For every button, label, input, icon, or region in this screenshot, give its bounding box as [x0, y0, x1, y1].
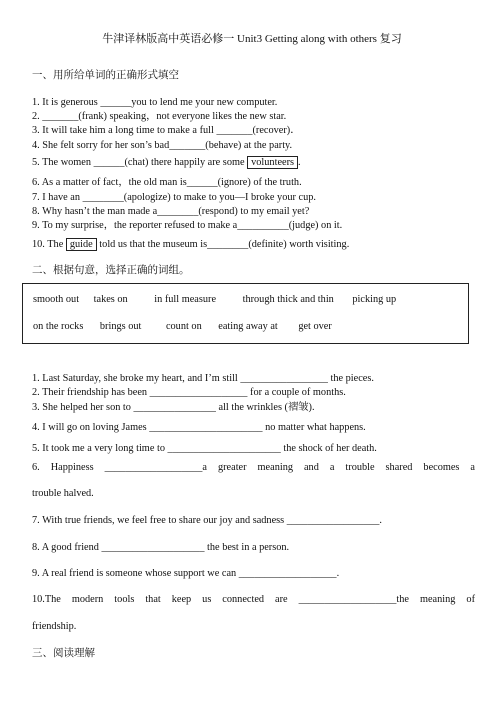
s2-item-10-cont: friendship. — [32, 621, 77, 632]
s2-item-2: 2. Their friendship has been ___________________ for a couple of months. — [32, 387, 346, 398]
s1-item-1: 1. It is generous ______you to lend me your new computer. — [32, 97, 278, 108]
s1-item-7: 7. I have an ________(apologize) to make to you—I broke your cup. — [32, 192, 316, 203]
s1-item-2: 2. _______(frank) speaking，not everyone likes the new star. — [32, 111, 287, 122]
phrase: count on — [165, 321, 202, 332]
s2-item-8: 8. A good friend ____________________ the best in a person. — [32, 542, 290, 553]
s1-item-8: 8. Why hasn’t the man made a________(respond) to my email yet? — [32, 206, 310, 217]
s2-item-7: 7. With true friends, we feel free to share our joy and sadness __________________. — [32, 515, 382, 526]
phrase: picking up — [352, 294, 397, 305]
s1-item-5-boxed-word: volunteers — [247, 156, 298, 169]
phrase-box — [22, 283, 469, 344]
section1-heading: 一、用所给单词的正确形式填空 — [32, 69, 179, 81]
s1-item-5 — [32, 156, 301, 169]
s2-item-3: 3. She helped her son to ________________ all the wrinkles (褶皱). — [32, 402, 315, 413]
s2-item-10: 10.The modern tools that keep us connected are ___________________the meaning of — [32, 594, 475, 605]
phrase: in full measure — [154, 294, 217, 305]
s1-item-3: 3. It will take him a long time to make a full _______(recover)． — [32, 125, 301, 136]
s1-item-10-post: told us that the museum is________(definite) worth visiting. — [96, 239, 350, 250]
page-title: 牛津译林版高中英语必修一 Unit3 Getting along with others 复习 — [102, 33, 402, 45]
s2-item-6-cont: trouble halved. — [32, 488, 94, 499]
phrase: through thick and thin — [242, 294, 334, 305]
s2-item-6: 6. Happiness ___________________a greater meaning and a trouble shared becomes a — [32, 462, 475, 473]
s1-item-5-post: . — [298, 157, 301, 168]
s1-item-9: 9. To my surprise，the reporter refused to make a__________(judge) on it. — [32, 220, 343, 231]
s1-item-10-boxed-word: guide — [66, 238, 97, 251]
s1-item-6: 6. As a matter of fact，the old man is______(ignore) of the truth. — [32, 177, 302, 188]
phrase-row-2 — [33, 321, 332, 332]
phrase-row-1 — [33, 294, 396, 305]
s1-item-10-pre: 10. The — [32, 239, 66, 250]
phrase: takes on — [93, 294, 128, 305]
phrase: brings out — [99, 321, 142, 332]
s1-item-4: 4. She felt sorry for her son’s bad_______(behave) at the party. — [32, 140, 293, 151]
phrase: smooth out — [33, 294, 80, 305]
section3-heading: 三、阅读理解 — [32, 647, 95, 659]
section2-heading: 二、根据句意，选择正确的词组。 — [32, 264, 190, 276]
s2-item-9: 9. A real friend is someone whose support we can ___________________. — [32, 568, 340, 579]
phrase: get over — [298, 321, 332, 332]
s1-item-5-pre: 5. The women ______(chat) there happily are some — [32, 157, 248, 168]
s2-item-4: 4. I will go on loving James ______________________ no matter what happens. — [32, 422, 366, 433]
s2-item-5: 5. It took me a very long time to ______________________ the shock of her death. — [32, 443, 377, 454]
s1-item-10 — [32, 238, 349, 251]
phrase: eating away at — [218, 321, 278, 332]
phrase: on the rocks — [33, 321, 84, 332]
s2-item-1: 1. Last Saturday, she broke my heart, and I’m still _________________ the pieces. — [32, 373, 374, 384]
